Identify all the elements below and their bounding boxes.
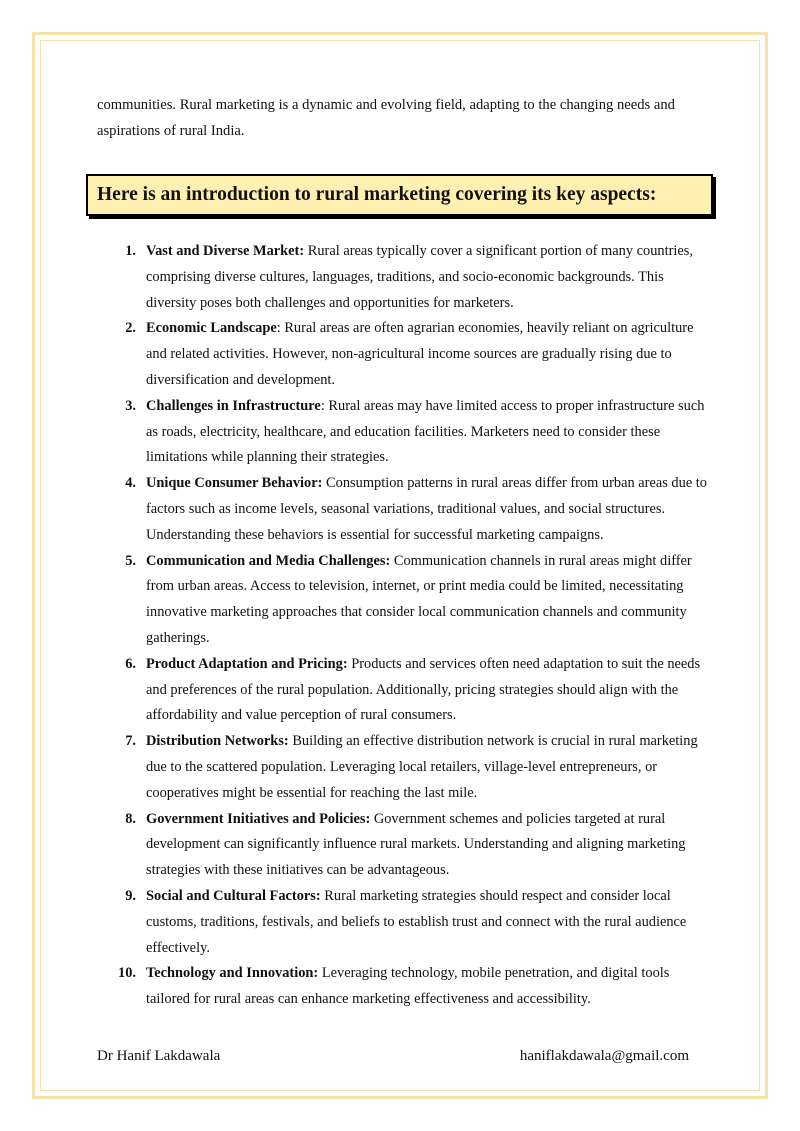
- list-item: [98, 884, 710, 961]
- list-item-text: : Rural areas may have limited access to proper infrastructure such as roads, electricity, healthcare, and education facilities. Marketers need to consider these limitations while planning their strategies.: [146, 397, 705, 466]
- list-item-text: Rural marketing strategies should respect and consider local customs, traditions, festivals, and beliefs to establish trust and connect with the rural audience effectively.: [146, 887, 687, 956]
- list-item-title: Vast and Diverse Market:: [146, 243, 305, 259]
- list-item-text: Communication channels in rural areas might differ from urban areas. Access to television, internet, or print media could be limited, necessitating innovative marketing approaches that consider local communication channels and community gatherings.: [146, 552, 692, 646]
- list-item-title: Technology and Innovation:: [146, 965, 319, 982]
- list-item-text: Building an effective distribution network is crucial in rural marketing due to the scattered population. Leveraging local retailers, village-level entrepreneurs, or cooperatives might be essential for reaching the last mile.: [146, 733, 698, 801]
- list-item-title: Challenges in Infrastructure: [146, 397, 321, 414]
- list-item-title: Communication and Media Challenges:: [146, 552, 391, 569]
- section-heading-box: [86, 174, 713, 216]
- list-item: [98, 316, 710, 393]
- list-item: [98, 807, 710, 884]
- list-item-number: 8.: [125, 810, 136, 827]
- list-item-text: Products and services often need adaptation to suit the needs and preferences of the rural population. Additionally, pricing strategies should align with the affordability and value perception of rural consumers.: [146, 655, 701, 724]
- list-item: [98, 652, 710, 729]
- list-item-number: 2.: [125, 320, 136, 337]
- intro-paragraph: communities. Rural marketing is a dynamic and evolving field, adapting to the changing needs and aspirations of rural India.: [97, 97, 675, 139]
- list-item-number: 7.: [125, 733, 136, 750]
- section-heading: Here is an introduction to rural marketing covering its key aspects:: [97, 184, 657, 205]
- footer-author: Dr Hanif Lakdawala: [97, 1048, 221, 1064]
- list-item-number: 5.: [125, 552, 136, 569]
- list-item-title: Government Initiatives and Policies:: [146, 810, 371, 827]
- list-item-title: Distribution Networks:: [146, 733, 289, 750]
- list-item-text: Rural areas typically cover a significant portion of many countries, comprising diverse cultures, languages, traditions, and socio-economic backgrounds. This diversity poses both challenges and opportunities for marketers.: [146, 243, 693, 311]
- list-item-number: 4.: [125, 475, 136, 492]
- list-item-text: : Rural areas are often agrarian economies, heavily reliant on agriculture and related activities. However, non-agricultural income sources are gradually rising due to diversification and development.: [146, 320, 694, 388]
- list-item-text: Consumption patterns in rural areas differ from urban areas due to factors such as income levels, seasonal variations, traditional values, and social structures. Understanding these behaviors is essential for successful marketing campaigns.: [146, 475, 708, 543]
- list-item-number: 6.: [125, 655, 136, 672]
- list-item: [98, 239, 710, 316]
- list-item-text: Government schemes and policies targeted at rural development can significantly influence rural markets. Understanding and aligning marketing strategies with these initiatives can be advantageous.: [146, 810, 686, 879]
- list-item-number: 1.: [125, 243, 136, 259]
- list-item: [98, 471, 710, 548]
- list-item-text: Leveraging technology, mobile penetration, and digital tools tailored for rural areas can enhance marketing effectiveness and accessibility.: [146, 965, 670, 1008]
- list-item: [98, 549, 710, 652]
- footer-email: haniflakdawala@gmail.com: [519, 1048, 689, 1064]
- list-item: [98, 729, 710, 806]
- list-item-number: 10.: [118, 965, 136, 982]
- list-item-title: Product Adaptation and Pricing:: [146, 655, 348, 672]
- list-item-title: Social and Cultural Factors:: [146, 887, 321, 904]
- list-item-number: 3.: [125, 397, 136, 414]
- list-item-title: Economic Landscape: [146, 320, 277, 337]
- list-item: [98, 394, 710, 471]
- list-item-number: 9.: [125, 887, 136, 904]
- key-aspects-list: [98, 239, 710, 1013]
- list-item-title: Unique Consumer Behavior:: [146, 475, 323, 492]
- list-item: [98, 961, 710, 1013]
